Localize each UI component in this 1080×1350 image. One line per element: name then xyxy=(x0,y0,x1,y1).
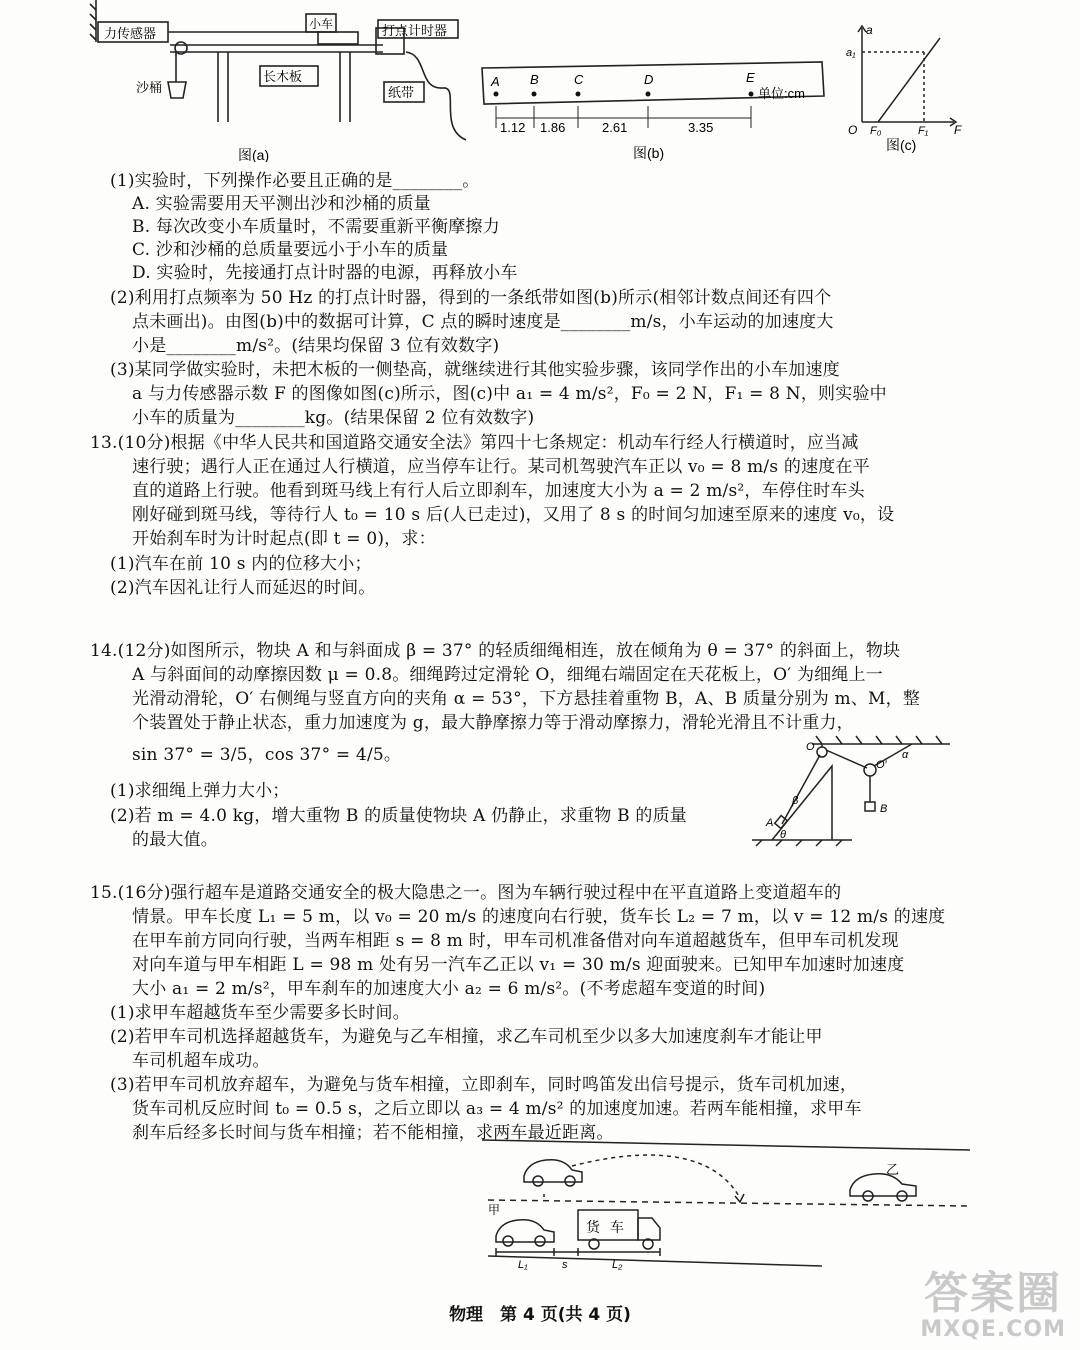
alpha-label: α xyxy=(902,749,909,761)
distance-de: 3.35 xyxy=(688,120,714,135)
car-yi-label: 乙 xyxy=(886,1162,900,1177)
point-e: E xyxy=(746,70,755,85)
truck-label-che: 车 xyxy=(610,1219,624,1235)
q14-line2: A 与斜面间的动摩擦因数 μ = 0.8。细绳跨过定滑轮 O，细绳右端固定在天花板上，O′ 为细绳上一 xyxy=(132,665,883,685)
q12-part2-line3: 小是________m/s²。(结果均保留 3 位有效数字) xyxy=(132,336,500,356)
q12-option-c: C. 沙和沙桶的总质量要远小于小车的质量 xyxy=(132,240,449,260)
bucket-label: 沙桶 xyxy=(136,80,163,95)
figure-q14-incline-pulley xyxy=(752,734,952,854)
figure-a-apparatus xyxy=(88,0,473,162)
q12-option-a: A. 实验需要用天平测出沙和沙桶的质量 xyxy=(132,194,431,214)
q12-part3-line2: a 与力传感器示数 F 的图像如图(c)所示，图(c)中 a₁ = 4 m/s²，F₀ = 2 N，F₁ = 8 N，则实验中 xyxy=(132,384,887,404)
q14-line3: 光滑动滑轮，O′ 右侧绳与竖直方向的夹角 α = 53°，下方悬挂着重物 B，A、B 质量分别为 m、M，整 xyxy=(132,689,921,709)
q12-part3-line1: (3)某同学做实验时，未把木板的一侧垫高，就继续进行其他实验步骤，该同学作出的小车加速度 xyxy=(110,360,840,380)
q13-line3: 直的道路上行驶。他看到斑马线上有行人后立即刹车，加速度大小为 a = 2 m/s²，车停住时车头 xyxy=(132,481,865,501)
distance-ab: 1.12 xyxy=(500,120,526,135)
watermark-url: MXQE.COM xyxy=(920,1317,1066,1342)
q15-part3-line1: (3)若甲车司机放弃超车，为避免与货车相撞，立即刹车，同时鸣笛发出信号提示，货车司机加速， xyxy=(110,1075,858,1095)
q15-line3: 在甲车前方同向行驶，当两车相距 s = 8 m 时，甲车司机准备借对向车道超越货车，但甲车司机发现 xyxy=(132,931,899,951)
q15-part2-line2: 车司机超车成功。 xyxy=(132,1051,270,1071)
gap-s-label: s xyxy=(562,1259,568,1271)
point-d: D xyxy=(644,72,654,87)
block-a-label: A xyxy=(766,817,774,829)
figure-b-caption: 图(b) xyxy=(633,145,665,161)
point-a: A xyxy=(491,74,500,89)
q12-part1: (1)实验时，下列操作必要且正确的是________。 xyxy=(110,171,480,191)
q12-option-b: B. 每次改变小车质量时，不需要重新平衡摩擦力 xyxy=(132,217,500,237)
pulley-o-label: O xyxy=(806,741,815,753)
q15-part2-line1: (2)若甲车司机选择超越货车，为避免与乙车相撞，求乙车司机至少以多大加速度刹车才能让甲 xyxy=(110,1027,823,1047)
distance-cd: 2.61 xyxy=(602,120,628,135)
axis-a-label: a xyxy=(866,23,873,37)
axis-f-label: F xyxy=(954,123,962,137)
block-b-label: B xyxy=(880,803,888,815)
q13-line5: 开始刹车时为计时起点(即 t = 0)，求： xyxy=(132,529,436,549)
q12-part3-line3: 小车的质量为________kg。(结果保留 2 位有效数字) xyxy=(132,408,535,428)
q14-part2-line2: 的最大值。 xyxy=(132,830,218,850)
length-l2-label: L₂ xyxy=(612,1259,623,1271)
page-footer: 物理 第 4 页(共 4 页) xyxy=(449,1305,631,1325)
point-b: B xyxy=(530,72,539,87)
q15-line4: 对向车道与甲车相距 L = 98 m 处有另一汽车乙正以 v₁ = 30 m/s 迎面驶来。已知甲车加速时加速度 xyxy=(132,955,905,975)
tape-label: 纸带 xyxy=(388,85,415,100)
origin-label: O xyxy=(848,123,858,137)
q14-part1: (1)求细绳上弹力大小； xyxy=(110,781,290,801)
figure-a-caption: 图(a) xyxy=(238,147,270,162)
distance-bc: 1.86 xyxy=(540,120,566,135)
tape-unit: 单位:cm xyxy=(758,86,805,101)
q15-line5: 大小 a₁ = 2 m/s²，甲车刹车的加速度大小 a₂ = 6 m/s²。(不考虑超车变道的时间) xyxy=(132,979,766,999)
f1-label: F₁ xyxy=(918,125,929,137)
figure-q15-overtaking xyxy=(482,1138,972,1278)
watermark-logo-text: 答案圈 xyxy=(924,1268,1063,1319)
q14-part2-line1: (2)若 m = 4.0 kg，增大重物 B 的质量使物块 A 仍静止，求重物 B 的质量 xyxy=(110,806,687,826)
board-label: 长木板 xyxy=(263,69,303,84)
q15-part1: (1)求甲车超越货车至少需要多长时间。 xyxy=(110,1003,410,1023)
point-c: C xyxy=(574,72,584,87)
figure-b-paper-tape xyxy=(478,58,828,163)
theta-label: θ xyxy=(780,829,786,841)
q13-line1: 13.(10分)根据《中华人民共和国道路交通安全法》第四十七条规定：机动车行经人行横道时，应当减 xyxy=(90,433,859,453)
q15-line2: 情景。甲车长度 L₁ = 5 m，以 v₀ = 20 m/s 的速度向右行驶，货车长 L₂ = 7 m，以 v = 12 m/s 的速度 xyxy=(132,907,946,927)
watermark xyxy=(920,1268,1066,1342)
timer-label: 打点计时器 xyxy=(382,23,448,38)
beta-label: β xyxy=(792,795,799,807)
q13-part2: (2)汽车因礼让行人而延迟的时间。 xyxy=(110,578,376,598)
q13-line4: 刚好碰到斑马线，等待行人 t₀ = 10 s 后(人已走过)，又用了 8 s 的时间匀加速至原来的速度 v₀，设 xyxy=(132,505,895,525)
cart-label: 小车 xyxy=(309,17,334,31)
car-jia-label: 甲 xyxy=(488,1203,501,1217)
force-sensor-label: 力传感器 xyxy=(104,26,157,41)
q14-line5: sin 37° = 3/5，cos 37° = 4/5。 xyxy=(132,745,402,765)
pulley-o-prime-label: O′ xyxy=(876,759,887,771)
f0-label: F₀ xyxy=(870,125,882,137)
q14-line1: 14.(12分)如图所示，物块 A 和与斜面成 β = 37° 的轻质细绳相连，放在倾角为 θ = 37° 的斜面上，物块 xyxy=(90,641,901,661)
q12-part2-line1: (2)利用打点频率为 50 Hz 的打点计时器，得到的一条纸带如图(b)所示(相邻计数点间还有四个 xyxy=(110,288,832,308)
q13-part1: (1)汽车在前 10 s 内的位移大小； xyxy=(110,554,372,574)
q12-option-d: D. 实验时，先接通打点计时器的电源，再释放小车 xyxy=(132,263,518,283)
q15-part3-line2: 货车司机反应时间 t₀ = 0.5 s，之后立即以 a₃ = 4 m/s² 的加速度加速。若两车能相撞，求甲车 xyxy=(132,1099,862,1119)
truck-label-huo: 货 xyxy=(586,1219,600,1235)
q12-part2-line2: 点未画出)。由图(b)中的数据可计算，C 点的瞬时速度是________m/s，小车运动的加速度大 xyxy=(132,312,834,332)
q15-line1: 15.(16分)强行超车是道路交通安全的极大隐患之一。图为车辆行驶过程中在平直道路上变道超车的 xyxy=(90,883,842,903)
q15-part3-line3: 刹车后经多长时间与货车相撞；若不能相撞，求两车最近距离。 xyxy=(132,1123,614,1143)
a1-label: a₁ xyxy=(846,47,856,59)
figure-c-a-f-graph xyxy=(842,22,962,162)
length-l1-label: L₁ xyxy=(518,1259,528,1271)
q14-line4: 个装置处于静止状态，重力加速度为 g，最大静摩擦力等于滑动摩擦力，滑轮光滑且不计重力， xyxy=(132,713,854,733)
q13-line2: 速行驶；遇行人正在通过人行横道，应当停车让行。某司机驾驶汽车正以 v₀ = 8 m/s 的速度在平 xyxy=(132,457,870,477)
figure-c-caption: 图(c) xyxy=(886,137,917,153)
